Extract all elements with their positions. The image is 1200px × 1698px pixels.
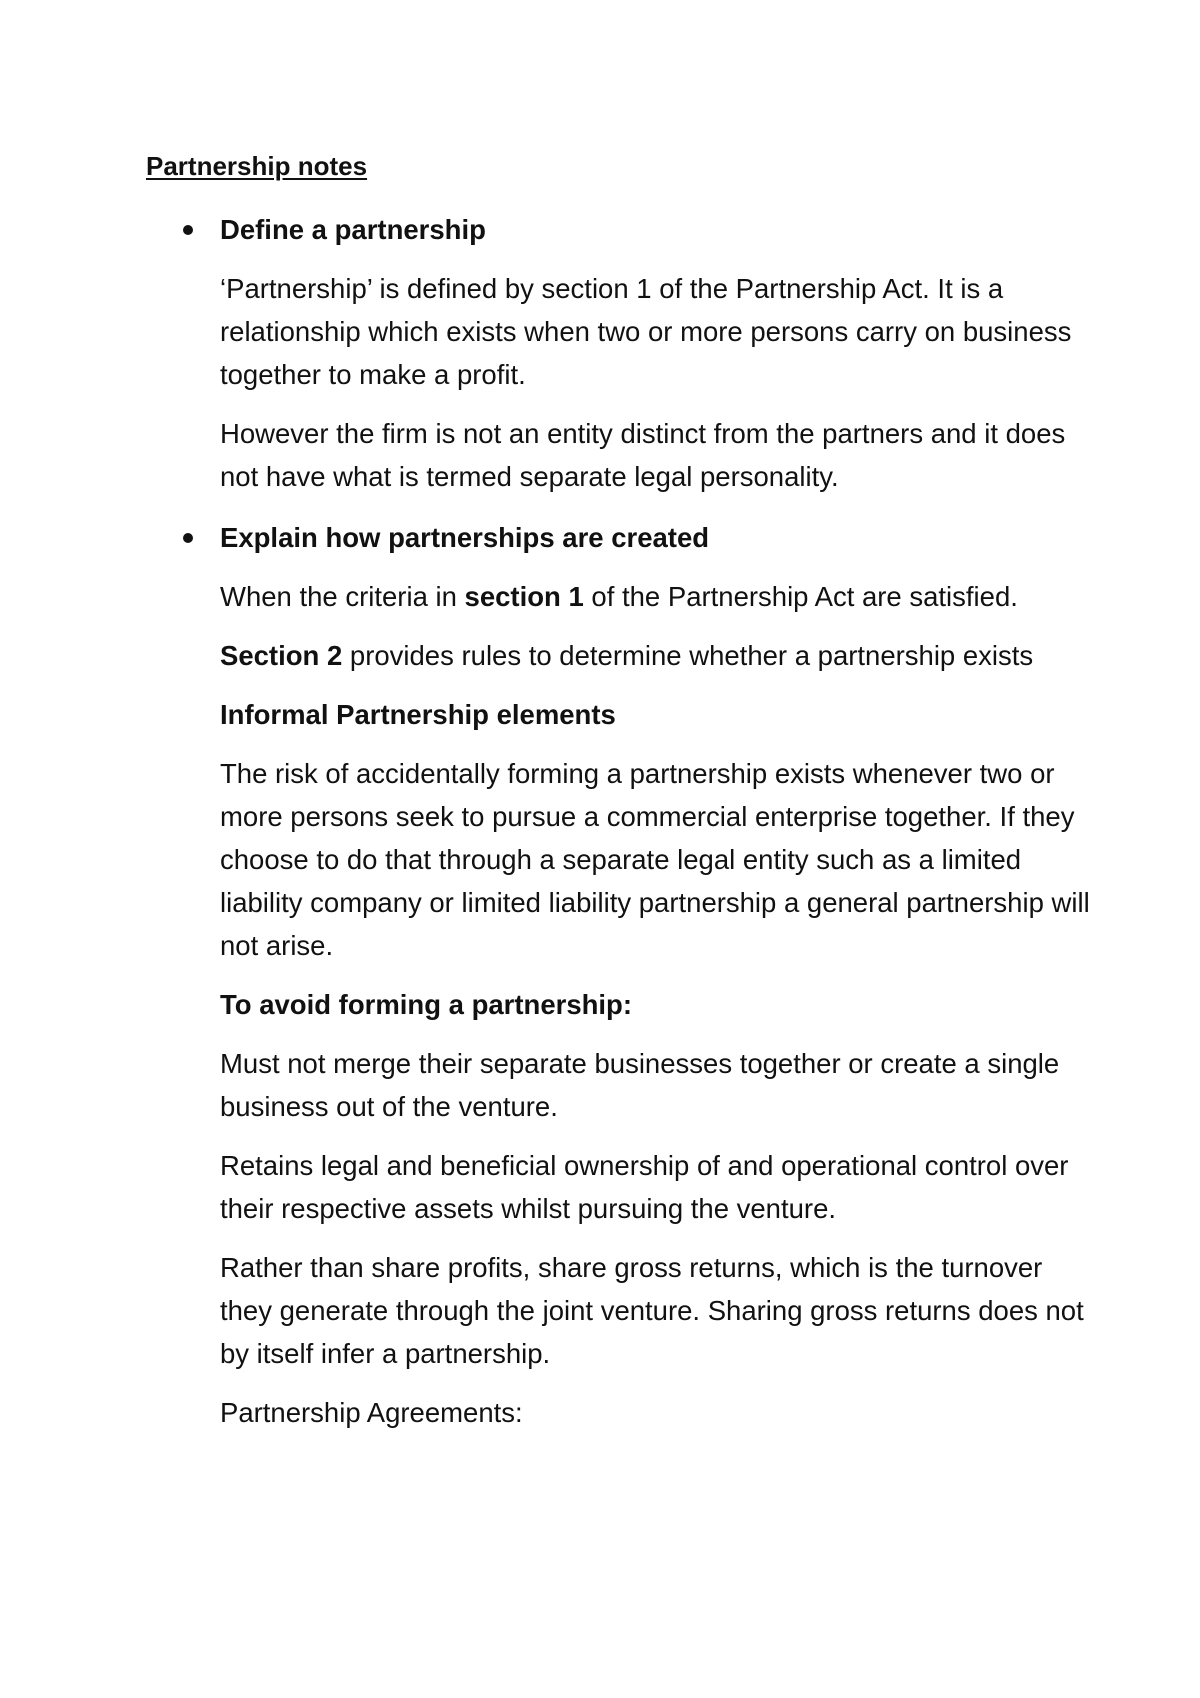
- bullet-dot-icon: [183, 225, 193, 235]
- section2-para1-suffix: of the Partnership Act are satisfied.: [583, 581, 1018, 612]
- bullet-how-created: [220, 516, 1100, 559]
- section1-heading: Define a partnership: [220, 214, 486, 245]
- section2-heading: Explain how partnerships are created: [220, 522, 710, 553]
- document-title: Partnership notes: [146, 151, 368, 181]
- section2-paragraph-1: [220, 575, 1100, 618]
- avoid-partnership-heading: To avoid forming a partnership:: [220, 989, 633, 1020]
- section2-para2-suffix: provides rules to determine whether a partnership exists: [342, 640, 1034, 671]
- partnership-agreements-label: Partnership Agreements:: [220, 1397, 523, 1428]
- section2-paragraph-3: The risk of accidentally forming a partnership exists whenever two or more persons seek to pursue a commercial enterprise together. If they choose to do that through a separate legal entity such as a limited liability company or limited liability partnership a general partnership will not arise.: [220, 758, 1090, 961]
- informal-elements-heading: Informal Partnership elements: [220, 699, 616, 730]
- section2-paragraph-4: Must not merge their separate businesses together or create a single business out of the venture.: [220, 1048, 1060, 1122]
- section1-paragraph-2: However the firm is not an entity distinct from the partners and it does not have what is termed separate legal personality.: [220, 418, 1066, 492]
- section2-para2-bold: Section 2: [220, 640, 343, 671]
- bullet-define-partnership: [220, 208, 1100, 251]
- document-body: [220, 208, 1100, 1450]
- section2-para1-prefix: When the criteria in: [220, 581, 465, 612]
- bullet-dot-icon: [183, 533, 193, 543]
- section1-paragraph-1: ‘Partnership’ is defined by section 1 of the Partnership Act. It is a relationship which exists when two or more persons carry on business together to make a profit.: [220, 273, 1072, 390]
- section2-para1-bold: section 1: [464, 581, 584, 612]
- section2-paragraph-5: Retains legal and beneficial ownership of and operational control over their respective assets whilst pursuing the venture.: [220, 1150, 1069, 1224]
- section2-paragraph-6: Rather than share profits, share gross returns, which is the turnover they generate through the joint venture. Sharing gross returns does not by itself infer a partnership.: [220, 1252, 1084, 1369]
- section2-paragraph-2: [220, 634, 1100, 677]
